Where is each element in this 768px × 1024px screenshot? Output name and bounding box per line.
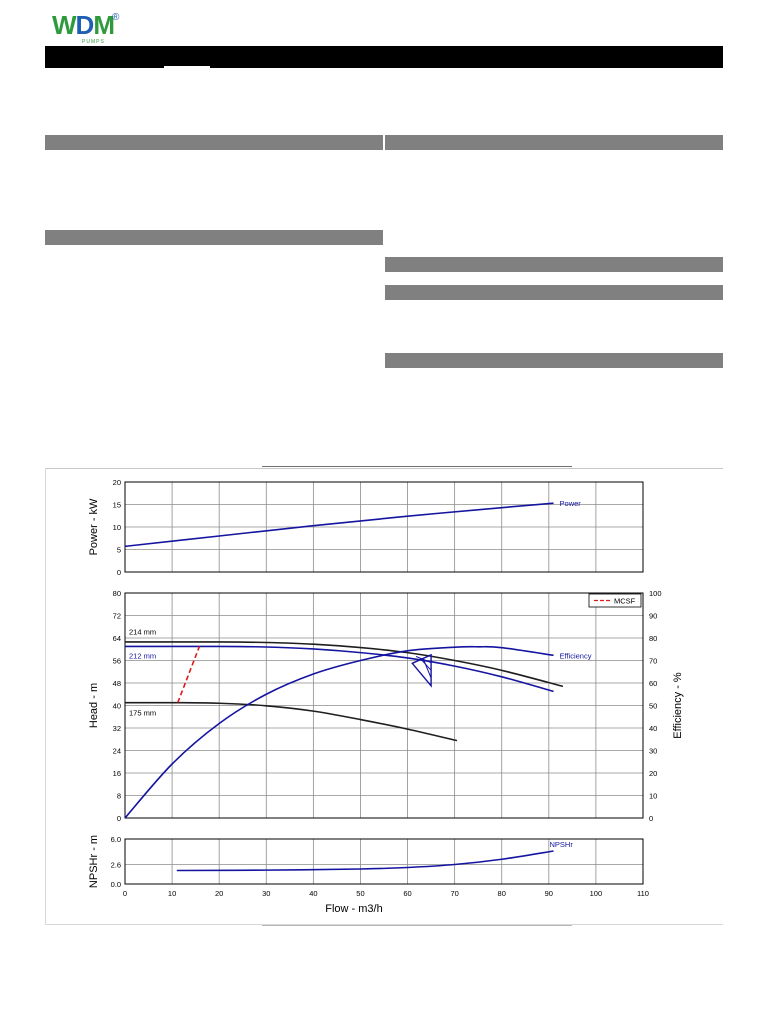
legend-mcsf-label: MCSF xyxy=(614,596,636,606)
xtick-11: 110 xyxy=(637,889,649,898)
xtick-9: 90 xyxy=(544,889,553,898)
logo-wordmark: WDM xyxy=(52,10,114,40)
head-ytick-3: 24 xyxy=(112,746,121,756)
head-y2tick-10: 100 xyxy=(649,589,662,598)
head-y2tick-7: 70 xyxy=(649,656,658,666)
power-ytick-4: 20 xyxy=(112,478,121,487)
npsh-ytick-2: 6.0 xyxy=(110,835,121,844)
curve-label-212mm: 212 mm xyxy=(129,651,157,661)
xtick-5: 50 xyxy=(356,889,365,898)
xtick-10: 100 xyxy=(589,889,603,898)
xtick-8: 80 xyxy=(497,889,506,898)
head-ytick-10: 80 xyxy=(112,589,121,598)
curve-label-214mm: 214 mm xyxy=(129,627,157,637)
npsh-series-npshr xyxy=(177,851,554,871)
head-ytick-6: 48 xyxy=(112,679,121,688)
curve-label-175mm: 175 mm xyxy=(129,708,157,718)
head-ytick-9: 72 xyxy=(112,611,121,621)
power-ytick-1: 5 xyxy=(116,545,121,555)
head-ytick-0: 0 xyxy=(116,814,121,823)
head-series-212-mm xyxy=(125,646,554,691)
head-y2tick-3: 30 xyxy=(649,746,658,756)
head-ytick-2: 16 xyxy=(112,769,121,778)
head-ytick-4: 32 xyxy=(112,724,121,733)
npsh-ytick-0: 0.0 xyxy=(110,880,121,889)
head-y2tick-0: 0 xyxy=(649,814,654,823)
head-y2label: Efficiency - % xyxy=(672,672,684,739)
x-axis-label: Flow - m3/h xyxy=(325,903,383,915)
power-ylabel: Power - kW xyxy=(88,498,100,556)
head-ytick-8: 64 xyxy=(112,634,121,643)
head-ytick-5: 40 xyxy=(112,701,121,711)
npsh-ylabel: NPSHr - m xyxy=(88,834,100,889)
head-series-mcsf xyxy=(178,646,200,702)
npshr-series-label: NPSHr xyxy=(549,840,573,849)
power-ytick-3: 15 xyxy=(112,500,121,510)
efficiency-series-label: Efficiency xyxy=(559,651,592,661)
head-y2tick-6: 60 xyxy=(649,679,658,688)
head-y2tick-8: 80 xyxy=(649,634,658,643)
power-series-power xyxy=(125,503,554,546)
xtick-4: 40 xyxy=(309,889,318,898)
head-y2tick-2: 20 xyxy=(649,769,658,778)
head-ytick-7: 56 xyxy=(112,656,121,666)
xtick-1: 10 xyxy=(167,889,177,898)
registered-mark: ® xyxy=(112,12,120,23)
head-y2tick-9: 90 xyxy=(649,611,658,621)
xtick-2: 20 xyxy=(215,889,224,898)
xtick-6: 60 xyxy=(403,889,412,898)
head-y2tick-4: 40 xyxy=(649,724,658,733)
power-series-label: Power xyxy=(559,499,581,509)
logo-subtitle: PUMPS xyxy=(82,39,105,45)
head-y2tick-5: 50 xyxy=(649,701,658,711)
power-ytick-0: 0 xyxy=(116,568,121,577)
head-ytick-1: 8 xyxy=(116,791,121,801)
head-ylabel: Head - m xyxy=(88,682,100,729)
npsh-ytick-1: 2.6 xyxy=(110,860,121,870)
power-ytick-2: 10 xyxy=(112,523,121,532)
xtick-7: 70 xyxy=(450,889,459,898)
xtick-3: 30 xyxy=(262,889,271,898)
xtick-0: 0 xyxy=(122,889,128,898)
head-y2tick-1: 10 xyxy=(649,791,658,801)
